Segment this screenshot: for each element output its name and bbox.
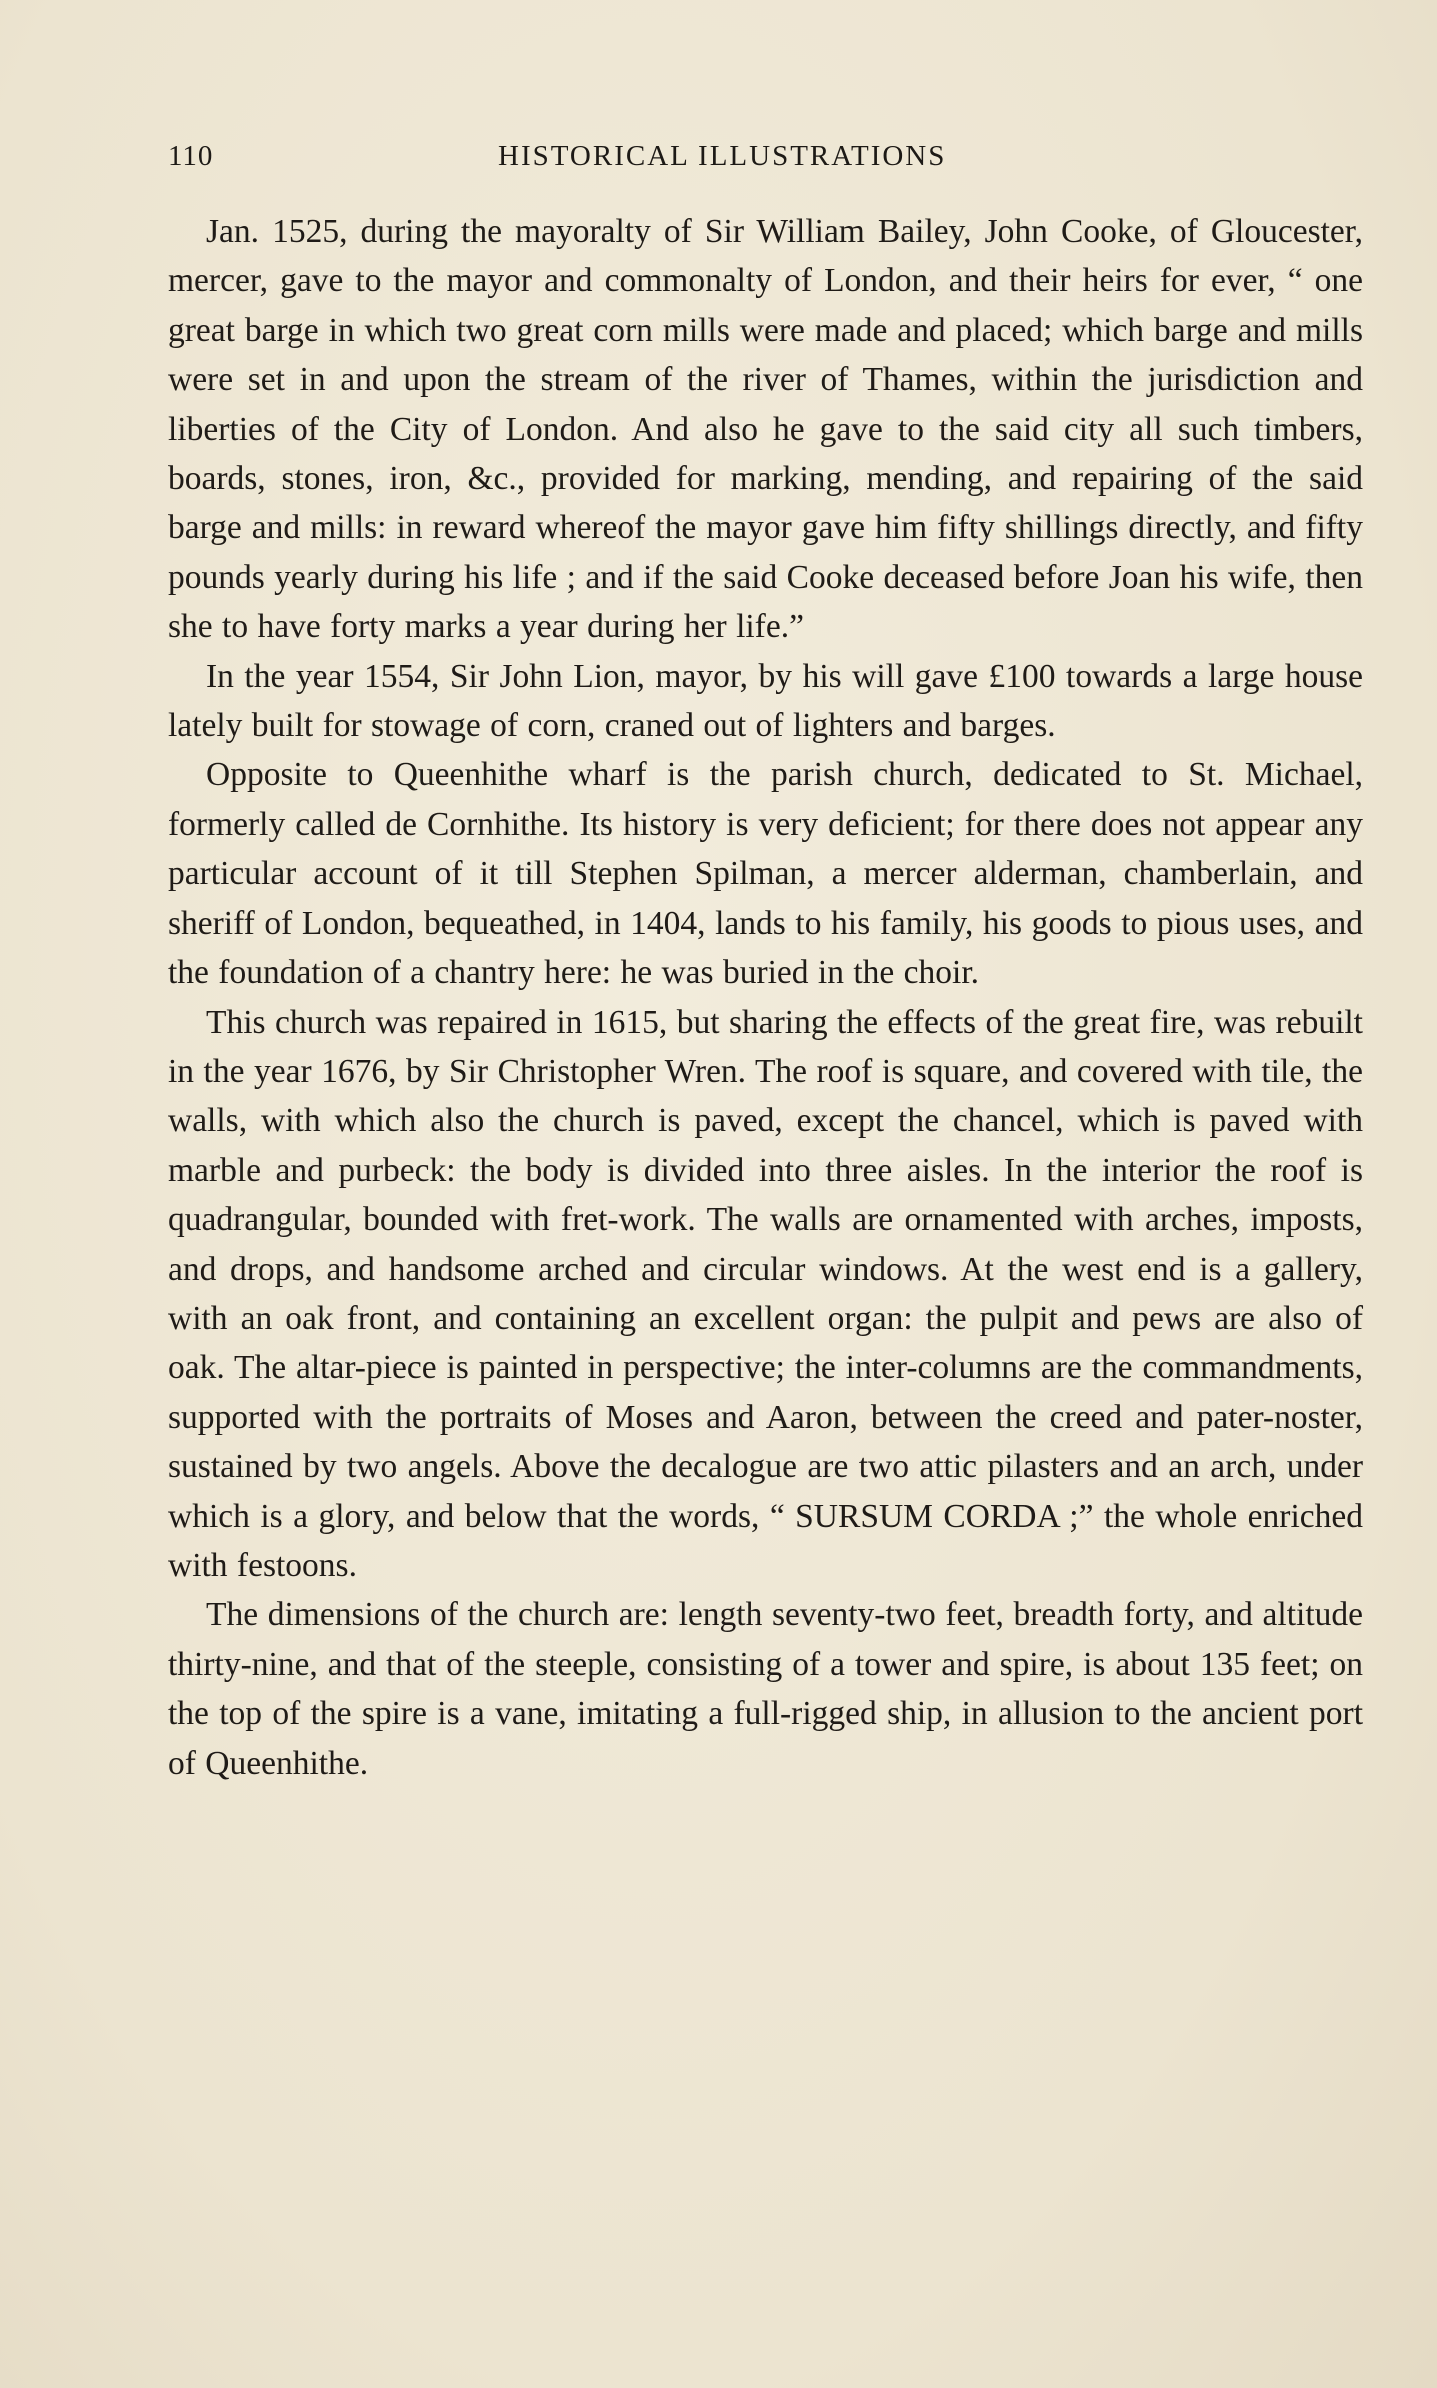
page-number: 110: [168, 140, 214, 172]
paragraph-3: Opposite to Queenhithe wharf is the parish church, dedicated to St. Michael, formerly called de Cornhithe. Its history is very deficient; for there does not appear any particular account of it till Stephen Spilman, a mercer alderman, chamberlain, and sheriff of London, bequeathed, in 1404, lands to his family, his goods to pious uses, and the foundation of a chantry here: he was buried in the choir.: [168, 756, 1363, 992]
paragraph-5: The dimensions of the church are: length seventy-two feet, breadth forty, and altitude thirty-nine, and that of the steeple, consisting of a tower and spire, is about 135 feet; on the top of the spire is a vane, imitating a full-rigged ship, in allusion to the ancient port of Queenhithe.: [168, 1596, 1363, 1782]
paragraph-1: Jan. 1525, during the mayoralty of Sir William Bailey, John Cooke, of Gloucester, mercer, gave to the mayor and commonalty of London, and their heirs for ever, “ one great barge in which two great corn mills were made and placed; which barge and mills were set in and upon the stream of the river of Thames, within the jurisdiction and liberties of the City of London. And also he gave to the said city all such timbers, boards, stones, iron, &c., provided for marking, mending, and repairing of the said barge and mills: in reward whereof the mayor gave him fifty shillings directly, and fifty pounds yearly during his life ; and if the said Cooke deceased before Joan his wife, then she to have forty marks a year during her life.”: [168, 213, 1363, 646]
paragraph-4: This church was repaired in 1615, but sharing the effects of the great fire, was rebuilt in the year 1676, by Sir Christopher Wren. The roof is square, and covered with tile, the walls, with which also the church is paved, except the chancel, which is paved with marble and purbeck: the body is divided into three aisles. In the interior the roof is quadrangular, bounded with fret-work. The walls are ornamented with arches, imposts, and drops, and handsome arched and circular windows. At the west end is a gallery, with an oak front, and containing an excellent organ: the pulpit and pews are also of oak. The altar-piece is painted in perspective; the inter-columns are the commandments, supported with the portraits of Moses and Aaron, between the creed and pater-noster, sustained by two angels. Above the decalogue are two attic pilasters and an arch, under which is a glory, and below that the words, “ SURSUM CORDA ;” the whole enriched with festoons.: [168, 1003, 1363, 1584]
running-head: HISTORICAL ILLUSTRATIONS: [498, 140, 947, 172]
paragraph-2: In the year 1554, Sir John Lion, mayor, by his will gave £100 towards a large house lately built for stowage of corn, craned out of lighters and barges.: [168, 657, 1363, 745]
page-header: [168, 140, 1038, 180]
body-text: [168, 207, 1363, 1788]
